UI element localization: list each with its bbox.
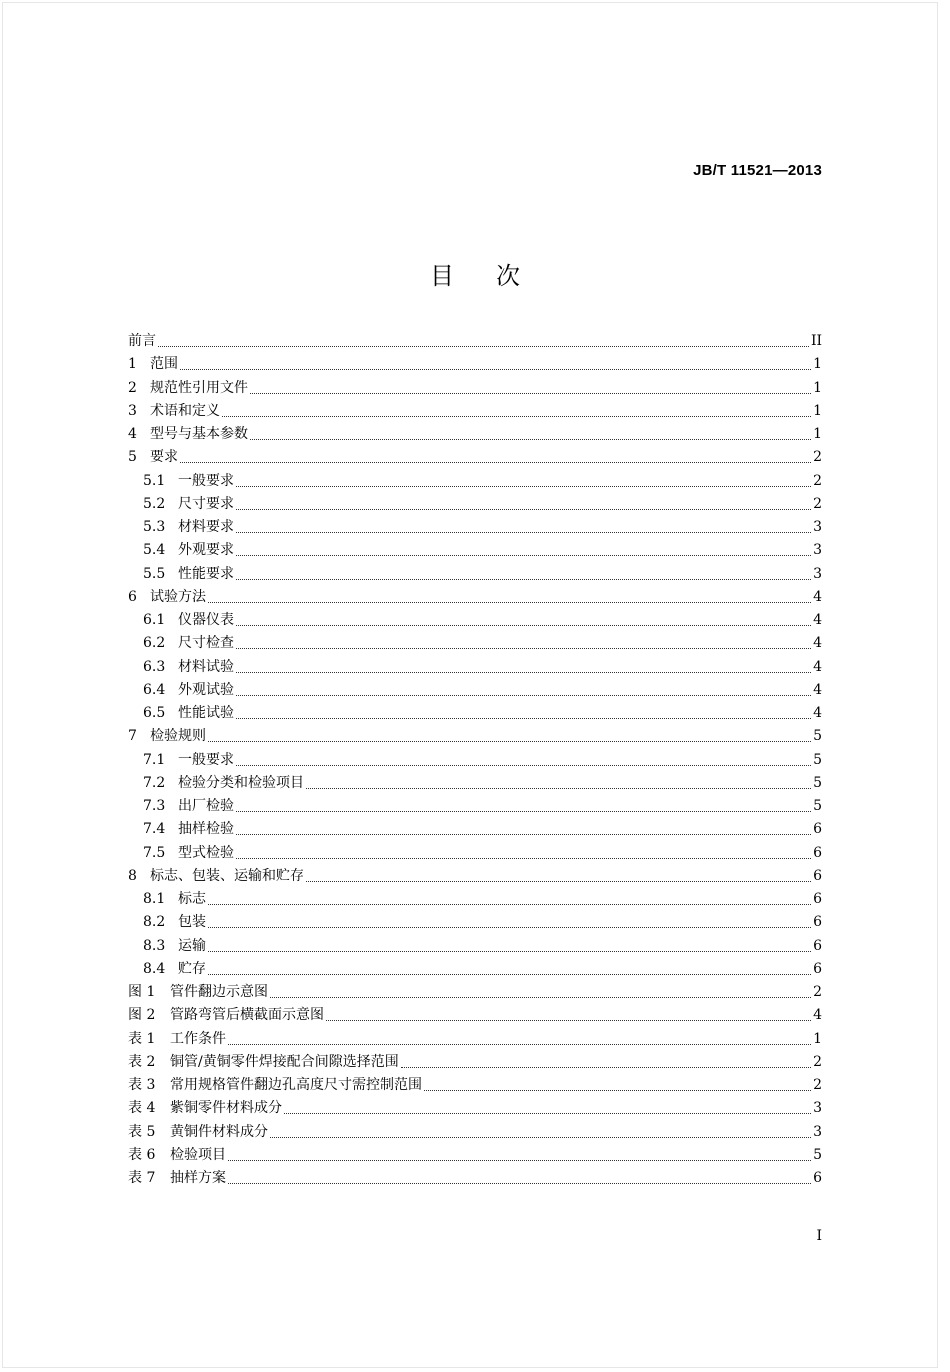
toc-entry-number: 7.5 <box>143 844 166 861</box>
toc-entry-page: 6 <box>813 960 822 977</box>
toc-entry-page: 4 <box>813 635 822 652</box>
page-title: 目次 <box>430 262 562 290</box>
toc-entry-number: 表 5 <box>128 1123 156 1140</box>
toc-dot-leader <box>270 997 811 998</box>
toc-entry-label: 黄铜件材料成分 <box>170 1123 268 1140</box>
toc-entry-label: 尺寸检查 <box>178 635 234 652</box>
toc-entry-number: 3 <box>128 402 137 419</box>
toc-entry-page: 6 <box>813 914 822 931</box>
toc-entry-page: 6 <box>813 891 822 907</box>
toc-entry[interactable] <box>128 609 822 632</box>
toc-entry-page: 3 <box>813 519 822 535</box>
toc-entry[interactable] <box>128 818 822 841</box>
toc-entry-number: 6.1 <box>143 612 166 628</box>
toc-entry-number: 5.3 <box>143 519 166 535</box>
toc-dot-leader <box>180 462 811 463</box>
table-of-contents <box>128 330 822 1190</box>
toc-dot-leader <box>236 858 811 859</box>
toc-dot-leader <box>236 625 811 626</box>
toc-entry-number: 4 <box>128 426 137 442</box>
toc-entry-number: 2 <box>128 379 137 396</box>
toc-entry[interactable] <box>128 911 822 934</box>
toc-entry[interactable] <box>128 330 822 353</box>
toc-entry[interactable] <box>128 1074 822 1097</box>
toc-entry-page: 5 <box>813 751 822 768</box>
toc-entry[interactable] <box>128 446 822 469</box>
toc-entry-page: 2 <box>813 472 822 489</box>
toc-dot-leader <box>236 765 811 766</box>
toc-dot-leader <box>222 416 811 417</box>
toc-entry-page: 3 <box>813 565 822 582</box>
toc-entry-number: 图 2 <box>128 1007 156 1024</box>
toc-entry[interactable] <box>128 563 822 586</box>
toc-entry-number: 6.3 <box>143 658 166 675</box>
toc-entry-label: 型号与基本参数 <box>150 426 248 442</box>
toc-dot-leader <box>236 555 811 556</box>
toc-dot-leader <box>250 439 811 440</box>
toc-dot-leader <box>236 811 811 812</box>
toc-dot-leader <box>228 1160 811 1161</box>
toc-entry-number: 7.4 <box>143 821 166 838</box>
toc-entry[interactable] <box>128 935 822 958</box>
toc-entry-page: 3 <box>813 1100 822 1117</box>
toc-entry-page: 2 <box>813 449 822 466</box>
toc-entry-label: 管件翻边示意图 <box>170 984 268 1000</box>
toc-entry[interactable] <box>128 656 822 679</box>
toc-entry[interactable] <box>128 539 822 562</box>
toc-entry-number: 8.1 <box>143 891 166 907</box>
toc-entry[interactable] <box>128 981 822 1004</box>
toc-entry-page: 5 <box>813 728 822 745</box>
toc-entry-number: 7.2 <box>143 774 166 791</box>
toc-entry-number: 8.4 <box>143 960 166 977</box>
toc-entry[interactable] <box>128 888 822 911</box>
toc-entry-page: 2 <box>813 495 822 512</box>
toc-dot-leader <box>236 648 811 649</box>
toc-entry-label: 标志、包装、运输和贮存 <box>150 867 304 884</box>
toc-entry-number: 5.2 <box>143 495 166 512</box>
toc-dot-leader <box>208 927 811 928</box>
toc-dot-leader <box>401 1067 811 1068</box>
toc-entry[interactable] <box>128 749 822 772</box>
toc-entry-number: 6 <box>128 588 137 605</box>
toc-entry-page: 1 <box>813 402 822 419</box>
toc-entry-page: 1 <box>813 379 822 396</box>
toc-entry-number: 6.4 <box>143 681 166 698</box>
toc-entry[interactable] <box>128 1144 822 1167</box>
toc-entry-label: 出厂检验 <box>178 798 234 814</box>
toc-entry-label: 外观要求 <box>178 542 234 559</box>
toc-entry-label: 性能要求 <box>178 565 234 582</box>
toc-entry[interactable] <box>128 702 822 725</box>
toc-entry[interactable] <box>128 400 822 423</box>
toc-entry-page: 6 <box>813 1170 822 1186</box>
toc-dot-leader <box>236 532 811 533</box>
toc-entry-page: 2 <box>813 984 822 1000</box>
toc-entry-page: 1 <box>813 426 822 442</box>
toc-entry-label: 检验项目 <box>170 1146 226 1163</box>
toc-entry-number: 7.1 <box>143 751 166 768</box>
toc-entry-label: 检验分类和检验项目 <box>178 774 304 791</box>
toc-entry-label: 紫铜零件材料成分 <box>170 1100 282 1117</box>
toc-dot-leader <box>326 1020 811 1021</box>
toc-dot-leader <box>228 1183 811 1184</box>
document-code: JB/T 11521—2013 <box>693 162 822 179</box>
toc-entry-label: 材料要求 <box>178 519 234 535</box>
toc-entry-number: 表 4 <box>128 1100 156 1117</box>
toc-dot-leader <box>236 579 811 580</box>
toc-entry[interactable] <box>128 1004 822 1027</box>
toc-entry-number: 6.2 <box>143 635 166 652</box>
toc-entry[interactable] <box>128 493 822 516</box>
toc-dot-leader <box>208 741 811 742</box>
toc-entry-number: 图 1 <box>128 984 156 1000</box>
toc-entry-number: 5.4 <box>143 542 166 559</box>
toc-entry-page: 6 <box>813 937 822 954</box>
toc-entry-page: 1 <box>813 356 822 373</box>
toc-entry-label: 要求 <box>150 449 178 466</box>
toc-entry-label: 检验规则 <box>150 728 206 745</box>
toc-entry-label: 包装 <box>178 914 206 931</box>
toc-entry-label: 抽样检验 <box>178 821 234 838</box>
toc-entry-label: 一般要求 <box>178 751 234 768</box>
toc-entry-number: 表 3 <box>128 1077 156 1093</box>
toc-dot-leader <box>306 881 811 882</box>
toc-entry-number: 5 <box>128 449 137 466</box>
toc-entry-page: 6 <box>813 867 822 884</box>
page-number: I <box>816 1228 822 1244</box>
toc-entry[interactable] <box>128 772 822 795</box>
toc-entry-number: 表 1 <box>128 1030 156 1047</box>
toc-entry-page: 5 <box>813 1146 822 1163</box>
toc-entry-page: 6 <box>813 821 822 838</box>
toc-entry-label: 管路弯管后横截面示意图 <box>170 1007 324 1024</box>
toc-entry-page: 4 <box>813 658 822 675</box>
toc-entry[interactable] <box>128 1121 822 1144</box>
toc-dot-leader <box>306 788 811 789</box>
toc-entry-label: 一般要求 <box>178 472 234 489</box>
toc-dot-leader <box>270 1137 811 1138</box>
toc-entry-label: 铜管/黄铜零件焊接配合间隙选择范围 <box>170 1053 399 1070</box>
toc-entry[interactable] <box>128 958 822 981</box>
toc-entry-page: 2 <box>813 1077 822 1093</box>
toc-entry[interactable] <box>128 423 822 446</box>
toc-entry-page: 4 <box>813 588 822 605</box>
toc-entry-label: 范围 <box>150 356 178 373</box>
toc-entry[interactable] <box>128 377 822 400</box>
toc-dot-leader <box>236 695 811 696</box>
toc-entry-label: 标志 <box>178 891 206 907</box>
toc-entry-page: 4 <box>813 1007 822 1024</box>
toc-entry[interactable] <box>128 679 822 702</box>
toc-entry-number: 5.1 <box>143 472 166 489</box>
toc-entry-label: 工作条件 <box>170 1030 226 1047</box>
toc-dot-leader <box>158 346 809 347</box>
toc-entry-label: 尺寸要求 <box>178 495 234 512</box>
toc-entry-page: 3 <box>813 542 822 559</box>
toc-entry-label: 前言 <box>128 333 156 349</box>
toc-dot-leader <box>228 1044 811 1045</box>
toc-entry[interactable] <box>128 353 822 376</box>
toc-entry[interactable] <box>128 1051 822 1074</box>
toc-entry-number: 5.5 <box>143 565 166 582</box>
toc-entry[interactable] <box>128 865 822 888</box>
toc-entry-label: 规范性引用文件 <box>150 379 248 396</box>
toc-entry-number: 表 2 <box>128 1053 156 1070</box>
toc-entry-page: 5 <box>813 798 822 814</box>
toc-entry-number: 表 7 <box>128 1170 156 1186</box>
toc-dot-leader <box>236 509 811 510</box>
toc-entry-page: 5 <box>813 774 822 791</box>
toc-entry-number: 7 <box>128 728 137 745</box>
toc-entry-label: 贮存 <box>178 960 206 977</box>
toc-entry[interactable] <box>128 795 822 818</box>
toc-entry-number: 1 <box>128 356 137 373</box>
toc-entry-label: 常用规格管件翻边孔高度尺寸需控制范围 <box>170 1077 422 1093</box>
toc-entry[interactable] <box>128 725 822 748</box>
toc-entry-number: 6.5 <box>143 705 166 721</box>
toc-entry-page: 4 <box>813 612 822 628</box>
toc-dot-leader <box>208 951 811 952</box>
toc-dot-leader <box>208 974 811 975</box>
toc-entry[interactable] <box>128 470 822 493</box>
toc-entry-number: 表 6 <box>128 1146 156 1163</box>
toc-entry[interactable] <box>128 586 822 609</box>
toc-dot-leader <box>180 369 811 370</box>
toc-entry-label: 仪器仪表 <box>178 612 234 628</box>
toc-entry-label: 材料试验 <box>178 658 234 675</box>
toc-entry-page: 1 <box>813 1030 822 1047</box>
toc-entry-label: 性能试验 <box>178 705 234 721</box>
toc-dot-leader <box>208 602 811 603</box>
toc-dot-leader <box>208 904 811 905</box>
toc-dot-leader <box>424 1090 811 1091</box>
toc-entry-page: 4 <box>813 705 822 721</box>
toc-entry[interactable] <box>128 842 822 865</box>
toc-entry-label: 运输 <box>178 937 206 954</box>
toc-dot-leader <box>236 486 811 487</box>
toc-entry[interactable] <box>128 516 822 539</box>
toc-entry-label: 型式检验 <box>178 844 234 861</box>
toc-entry-page: II <box>810 333 822 349</box>
toc-entry-number: 8.3 <box>143 937 166 954</box>
toc-entry-page: 4 <box>813 681 822 698</box>
toc-entry-page: 6 <box>813 844 822 861</box>
toc-entry-number: 7.3 <box>143 798 166 814</box>
toc-dot-leader <box>236 672 811 673</box>
toc-entry[interactable] <box>128 1097 822 1120</box>
toc-dot-leader <box>236 834 811 835</box>
toc-entry-number: 8 <box>128 867 137 884</box>
toc-entry[interactable] <box>128 1167 822 1190</box>
toc-entry[interactable] <box>128 1028 822 1051</box>
toc-dot-leader <box>250 393 811 394</box>
toc-entry-label: 术语和定义 <box>150 402 220 419</box>
toc-entry[interactable] <box>128 632 822 655</box>
toc-entry-number: 8.2 <box>143 914 166 931</box>
toc-entry-page: 3 <box>813 1123 822 1140</box>
toc-dot-leader <box>284 1113 811 1114</box>
toc-entry-label: 抽样方案 <box>170 1170 226 1186</box>
toc-entry-label: 外观试验 <box>178 681 234 698</box>
toc-entry-page: 2 <box>813 1053 822 1070</box>
toc-dot-leader <box>236 718 811 719</box>
toc-entry-label: 试验方法 <box>150 588 206 605</box>
